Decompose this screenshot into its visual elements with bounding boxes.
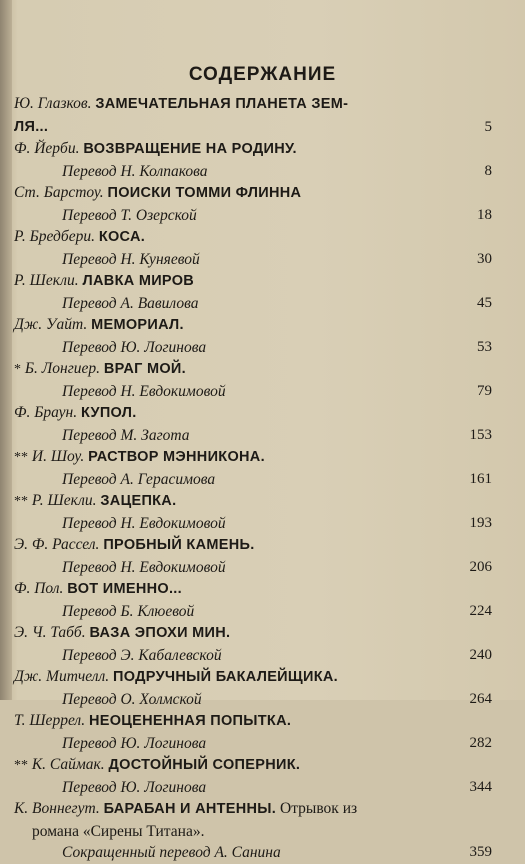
- entry-page-number: 240: [469, 646, 492, 663]
- entry-title: ПРОБНЫЙ КАМЕНЬ.: [103, 537, 255, 553]
- entry-title: МЕМОРИАЛ.: [91, 317, 184, 333]
- toc-entry-1[interactable]: [14, 93, 492, 138]
- entry-title: ДОСТОЙНЫЙ СОПЕРНИК.: [108, 757, 301, 773]
- entry-translator: Перевод А. Вавилова: [62, 294, 199, 312]
- entry-page-number: 206: [469, 558, 492, 575]
- entry-mark: **: [14, 450, 28, 465]
- entry-page-number: 161: [469, 470, 492, 487]
- table-of-contents: [14, 93, 492, 864]
- entry-author: Р. Бредбери.: [14, 228, 95, 245]
- page-binding-shadow: [0, 0, 12, 700]
- entry-title: ЗАМЕЧАТЕЛЬНАЯ ПЛАНЕТА ЗЕМ-: [95, 96, 349, 112]
- entry-page-number: 282: [469, 734, 492, 751]
- entry-translator: Перевод Н. Куняевой: [62, 250, 200, 268]
- entry-translator: Перевод Т. Озерской: [62, 206, 197, 224]
- entry-page-number: 18: [477, 206, 492, 223]
- entry-author: Дж. Уайт.: [14, 316, 88, 333]
- entry-page-number: 264: [469, 690, 492, 707]
- entry-title: ЗАЦЕПКА.: [100, 493, 177, 509]
- entry-translator: Перевод Н. Евдокимовой: [62, 382, 226, 400]
- toc-entry-9[interactable]: [14, 446, 492, 490]
- entry-title: РАСТВОР МЭННИКОНА.: [88, 449, 265, 465]
- entry-title: ПОИСКИ ТОММИ ФЛИННА: [107, 185, 302, 201]
- toc-entry-14[interactable]: [14, 666, 492, 710]
- toc-entry-8[interactable]: [14, 402, 492, 446]
- toc-entry-11[interactable]: [14, 534, 492, 578]
- entry-author: Ф. Йерби.: [14, 140, 80, 157]
- entry-title: ВОЗВРАЩЕНИЕ НА РОДИНУ.: [83, 141, 297, 157]
- entry-page-number: 30: [477, 250, 492, 267]
- entry-title: НЕОЦЕНЕННАЯ ПОПЫТКА.: [88, 713, 292, 729]
- entry-author: Э. Ч. Табб.: [14, 624, 86, 641]
- entry-author: Ф. Пол.: [14, 580, 64, 597]
- entry-page-number: 79: [477, 382, 492, 399]
- entry-page-number: 5: [484, 118, 492, 135]
- entry-title: ВАЗА ЭПОХИ МИН.: [89, 625, 231, 641]
- entry-title: БАРАБАН И АНТЕННЫ.: [103, 801, 277, 817]
- entry-mark: *: [14, 362, 21, 377]
- entry-note-continued: романа «Сирены Титана».: [32, 822, 205, 840]
- entry-title: КУПОЛ.: [80, 405, 137, 421]
- toc-entry-4[interactable]: [14, 226, 492, 270]
- entry-page-number: 193: [469, 514, 492, 531]
- entry-title: КОСА.: [98, 229, 146, 245]
- entry-author: Дж. Митчелл.: [14, 668, 110, 685]
- entry-translator: Перевод А. Герасимова: [62, 470, 216, 488]
- entry-page-number: 359: [469, 844, 492, 860]
- entry-translator: Сокращенный перевод А. Санина: [62, 844, 281, 861]
- toc-entry-17[interactable]: [14, 798, 492, 864]
- page-title: СОДЕРЖАНИЕ: [188, 64, 337, 85]
- entry-page-number: 8: [484, 162, 492, 179]
- toc-entry-10[interactable]: [14, 490, 492, 534]
- entry-translator: Перевод Н. Евдокимовой: [62, 558, 226, 576]
- toc-entry-15[interactable]: [14, 710, 492, 754]
- entry-author: Э. Ф. Рассел.: [14, 536, 100, 553]
- entry-author: Т. Шеррел.: [14, 712, 86, 729]
- entry-title: ВРАГ МОЙ.: [103, 361, 186, 377]
- entry-translator: Перевод М. Загота: [62, 426, 190, 444]
- entry-title: ВОТ ИМЕННО...: [67, 581, 182, 597]
- entry-mark: **: [14, 494, 28, 509]
- toc-entry-2[interactable]: [14, 138, 492, 182]
- entry-author: Ю. Глазков.: [14, 95, 92, 112]
- toc-entry-7[interactable]: [14, 358, 492, 402]
- entry-translator: Перевод Э. Кабалевской: [62, 646, 222, 664]
- entry-page-number: 53: [477, 338, 492, 355]
- entry-translator: Перевод Ю. Логинова: [62, 338, 207, 356]
- toc-entry-5[interactable]: [14, 270, 492, 314]
- toc-entry-12[interactable]: [14, 578, 492, 622]
- entry-page-number: 224: [469, 602, 492, 619]
- entry-translator: Перевод Ю. Логинова: [62, 734, 207, 752]
- entry-author: И. Шоу.: [31, 448, 85, 465]
- entry-page-number: 153: [469, 426, 492, 443]
- toc-entry-3[interactable]: [14, 182, 492, 226]
- entry-mark: **: [14, 758, 28, 773]
- entry-author: Ст. Барстоу.: [14, 184, 104, 201]
- entry-author: Ф. Браун.: [14, 404, 78, 421]
- toc-entry-13[interactable]: [14, 622, 492, 666]
- entry-title: ЛАВКА МИРОВ: [82, 273, 195, 289]
- entry-title-continued: ЛЯ...: [14, 118, 49, 135]
- entry-author: К. Саймак.: [31, 756, 105, 773]
- toc-entry-6[interactable]: [14, 314, 492, 358]
- entry-title: ПОДРУЧНЫЙ БАКАЛЕЙЩИКА.: [113, 669, 338, 685]
- entry-translator: Перевод Ю. Логинова: [62, 778, 207, 796]
- entry-translator: Перевод О. Холмской: [62, 690, 202, 708]
- entry-author: Р. Шекли.: [31, 492, 97, 509]
- entry-author: Р. Шекли.: [14, 272, 79, 289]
- entry-page-number: 45: [477, 294, 492, 311]
- toc-entry-16[interactable]: [14, 754, 492, 798]
- entry-author: К. Воннегут.: [14, 800, 100, 817]
- entry-author: Б. Лонгиер.: [24, 360, 101, 377]
- entry-translator: Перевод Б. Клюевой: [62, 602, 195, 620]
- entry-translator: Перевод Н. Евдокимовой: [62, 514, 226, 532]
- entry-note: Отрывок из: [280, 800, 358, 817]
- entry-translator: Перевод Н. Колпакова: [62, 162, 208, 180]
- entry-page-number: 344: [469, 778, 492, 795]
